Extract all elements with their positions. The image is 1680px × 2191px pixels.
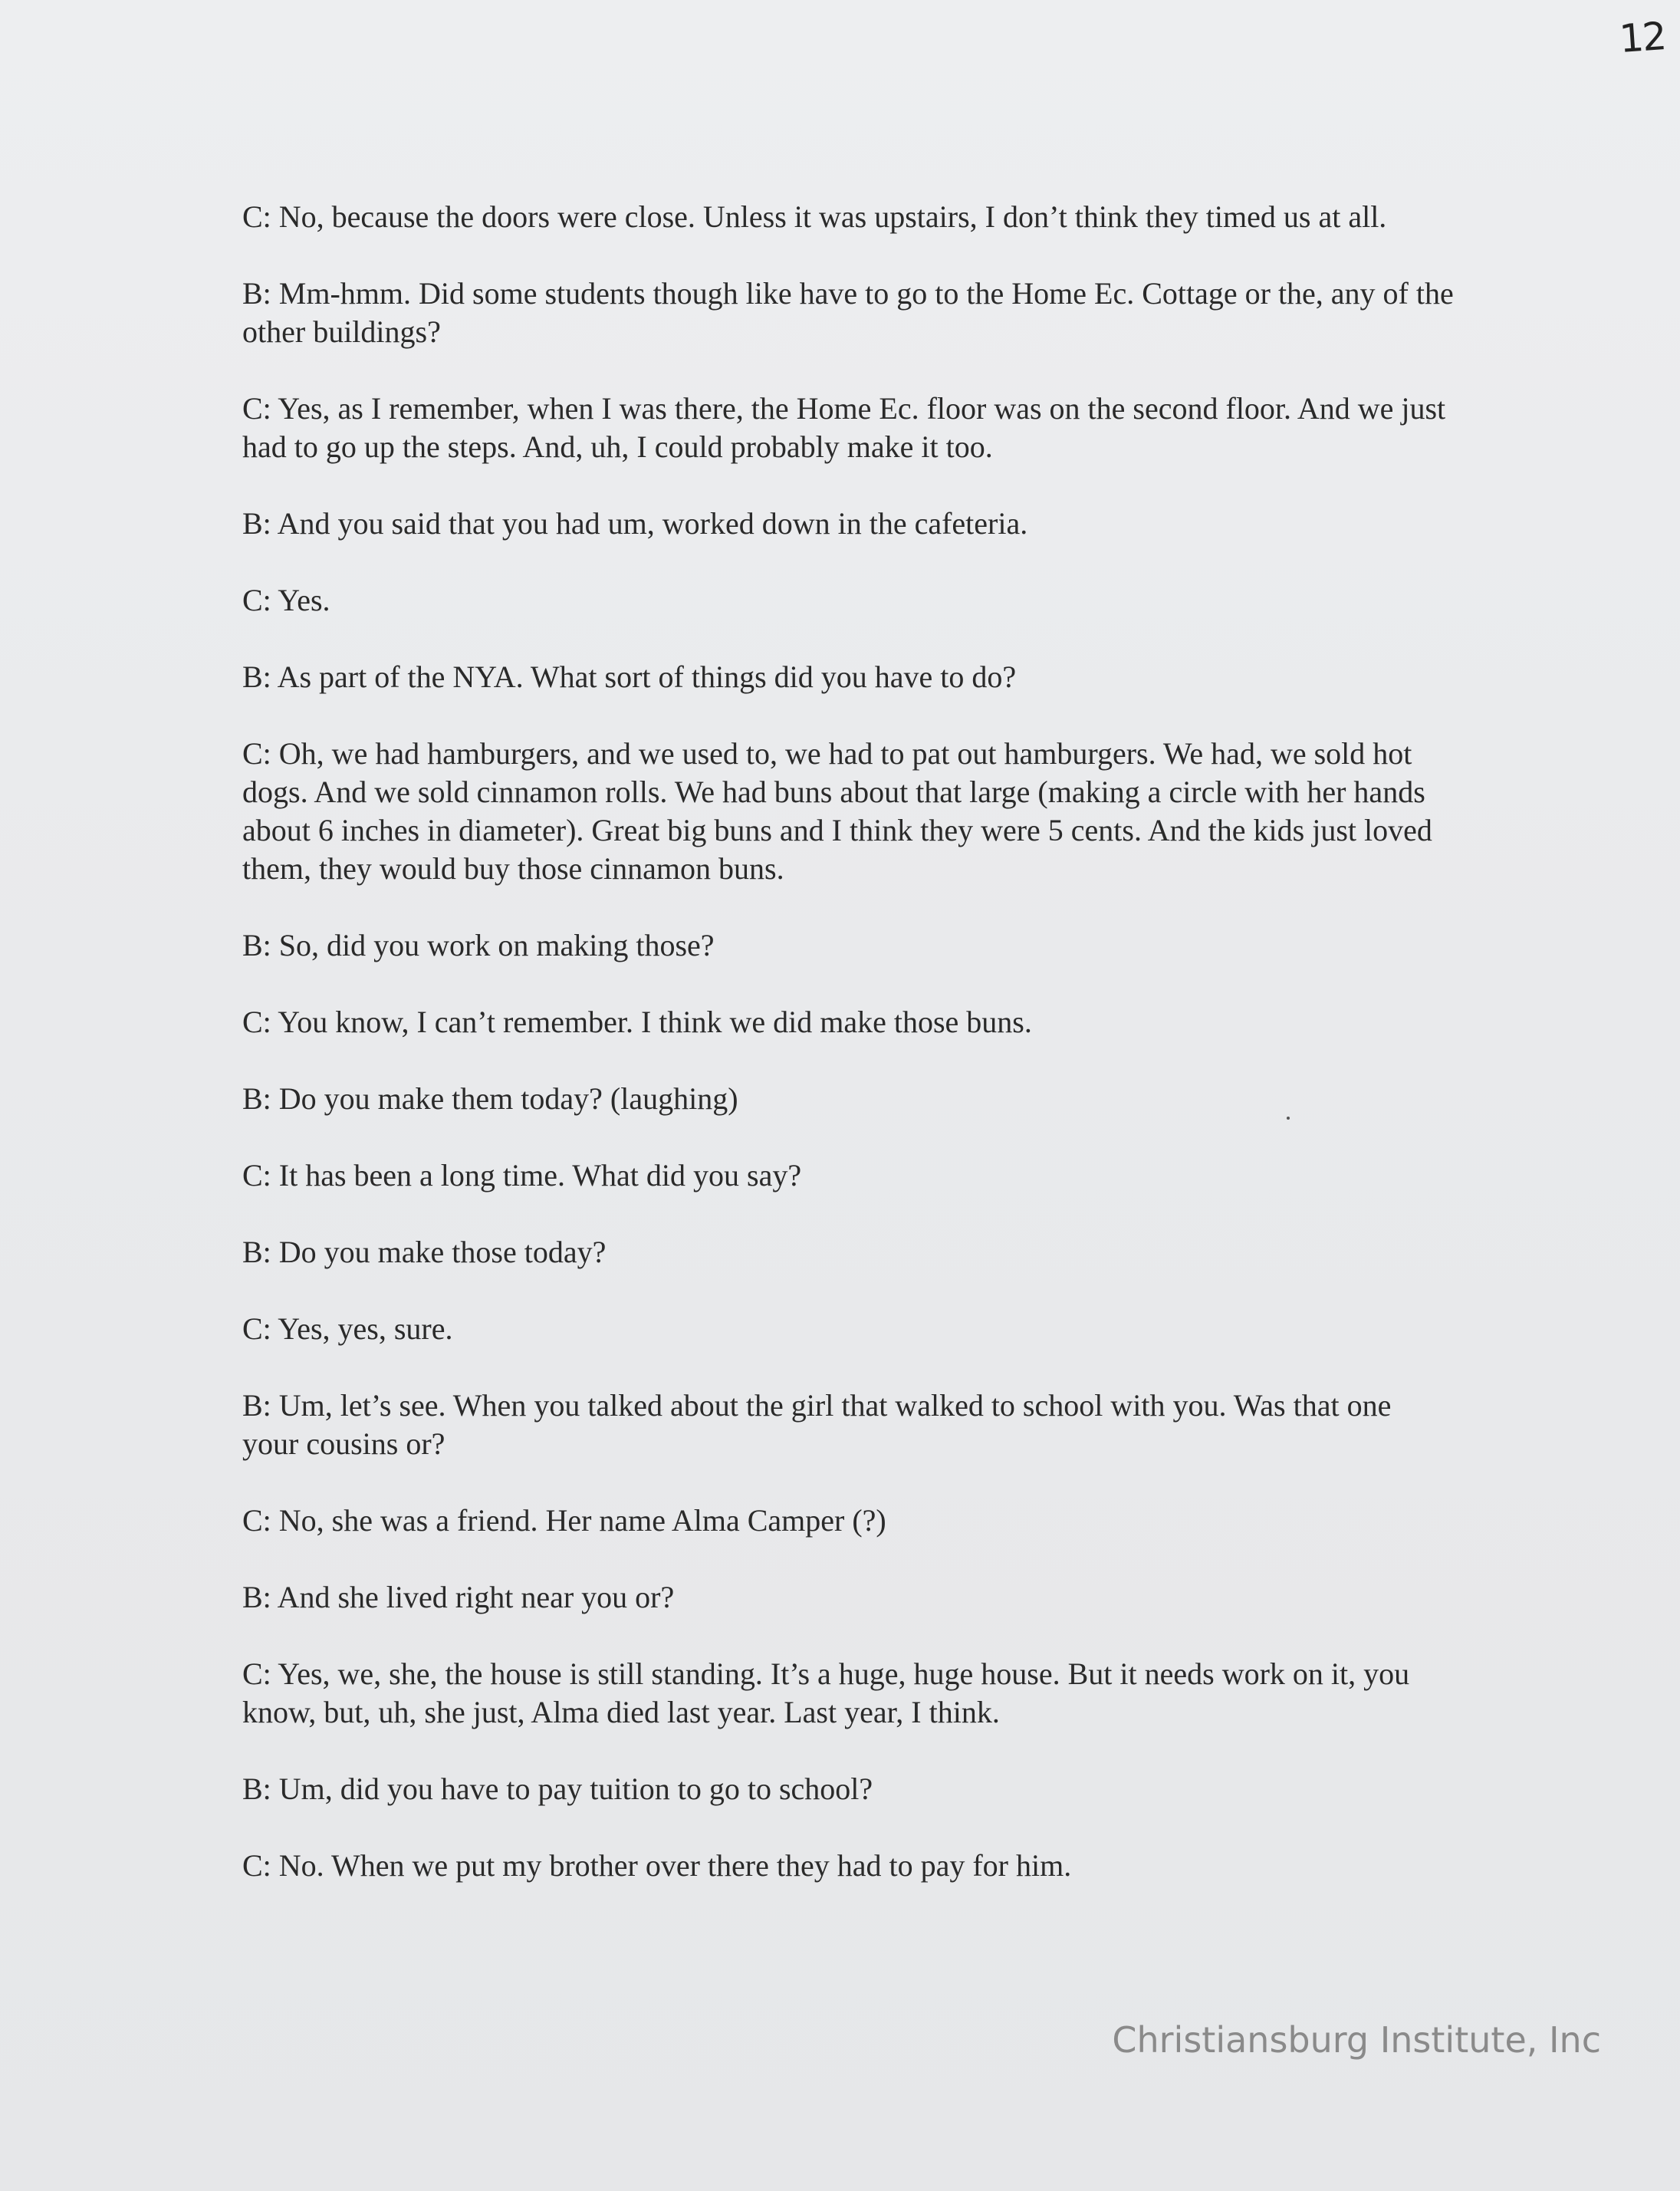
transcript-paragraph: B: Um, did you have to pay tuition to go to school?: [242, 1772, 873, 1806]
transcript-paragraph: B: Do you make those today?: [242, 1235, 607, 1269]
transcript-paragraph: B: Do you make them today? (laughing): [242, 1081, 738, 1116]
transcript-paragraph: B: As part of the NYA. What sort of things did you have to do?: [242, 660, 1017, 694]
transcript-paragraph: B: Mm-hmm. Did some students though like have to go to the Home Ec. Cottage or the, any of the other buildings?: [242, 276, 1454, 349]
transcript-paragraph: C: No, she was a friend. Her name Alma Camper (?): [242, 1503, 886, 1538]
transcript-paragraph: C: It has been a long time. What did you say?: [242, 1158, 802, 1193]
handwritten-page-number: 12: [1618, 13, 1667, 62]
transcript-paragraph: C: You know, I can’t remember. I think we did make those buns.: [242, 1005, 1032, 1039]
transcript-paragraph: B: So, did you work on making those?: [242, 928, 715, 962]
watermark: Christiansburg Institute, Inc: [1112, 2019, 1601, 2061]
transcript-paragraph: B: And you said that you had um, worked down in the cafeteria.: [242, 506, 1028, 541]
paper-speck: [1287, 1117, 1290, 1120]
transcript-paragraph: C: Yes, as I remember, when I was there, the Home Ec. floor was on the second floor. And we just had to go up the steps. And, uh, I could probably make it too.: [242, 391, 1446, 464]
transcript-paragraph: C: Yes, yes, sure.: [242, 1311, 453, 1346]
transcript-paragraph: C: No, because the doors were close. Unless it was upstairs, I don’t think they timed us at all.: [242, 199, 1387, 234]
transcript-paragraph: B: And she lived right near you or?: [242, 1580, 675, 1614]
interview-transcript: [242, 198, 1454, 1923]
transcript-paragraph: C: Yes.: [242, 583, 330, 617]
transcript-paragraph: C: Yes, we, she, the house is still standing. It’s a huge, huge house. But it needs work on it, you know, but, uh, she just, Alma died last year. Last year, I think.: [242, 1656, 1410, 1729]
transcript-paragraph: C: No. When we put my brother over there they had to pay for him.: [242, 1848, 1072, 1883]
transcript-paragraph: C: Oh, we had hamburgers, and we used to, we had to pat out hamburgers. We had, we sold hot dogs. And we sold cinnamon rolls. We had buns about that large (making a circle with her hands about 6 inches in diameter). Great big buns and I think they were 5 cents. And the kids just loved them, they would buy those cinnamon buns.: [242, 736, 1432, 886]
transcript-paragraph: B: Um, let’s see. When you talked about the girl that walked to school with you. Was that one your cousins or?: [242, 1388, 1392, 1461]
